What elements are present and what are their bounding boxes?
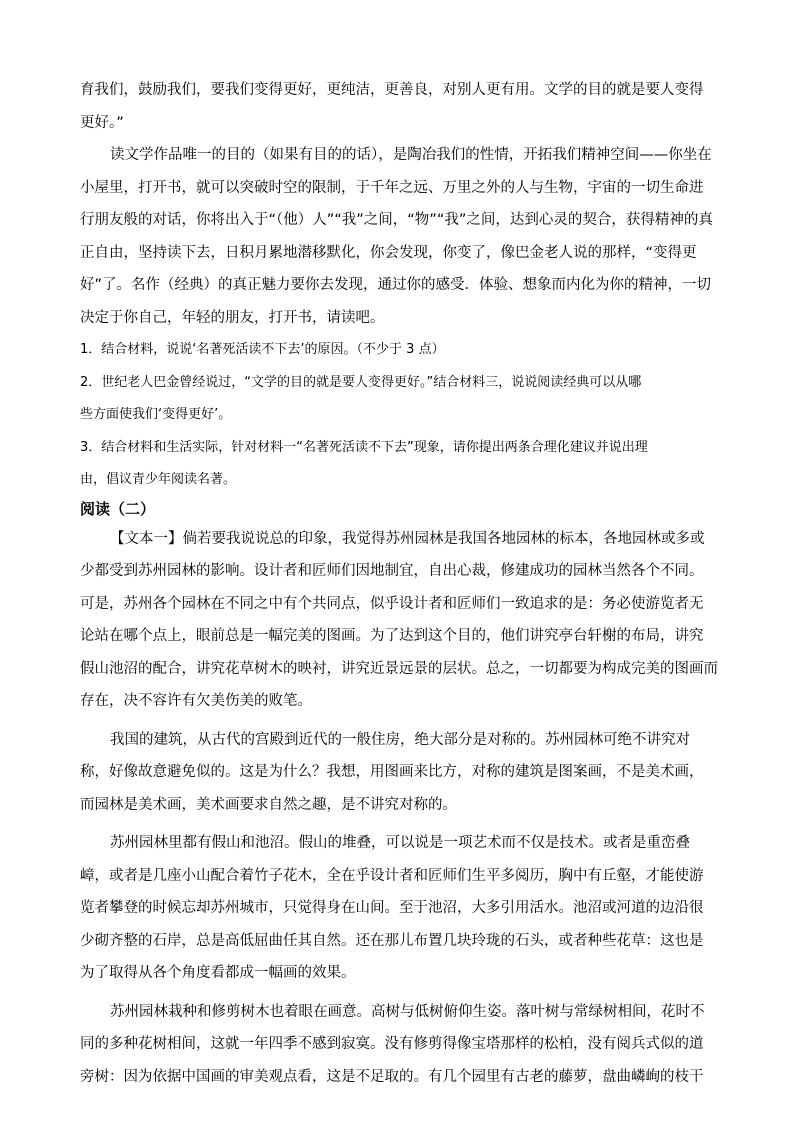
text-line: 可是，苏州各个园林在不同之中有个共同点，似乎设计者和匠师们一致追求的是：务必使游览者无 — [80, 595, 704, 612]
paragraph-trees — [80, 996, 720, 1094]
question-3: 3．结合材料和生活实际，针对材料一“名著死活读不下去”现象，请你提出两条合理化建议并说出理 — [80, 439, 648, 455]
text-line: 【文本一】倘若要我说说总的印象，我觉得苏州园林是我国各地园林的标本，各地园林或多或 — [110, 530, 705, 547]
text-line: 决定于你自己，年轻的朋友，打开书，请读吧。 — [80, 309, 385, 326]
text-line: 为了取得从各个角度看都成一幅画的效果。 — [80, 965, 356, 981]
question-3-cont: 由，倡议青少年阅读名著。 — [80, 472, 237, 487]
document-page — [80, 74, 720, 1093]
text-line: 览者攀登的时候忘却苏州城市，只觉得身在山间。至于池沼，大多引用活水。池沼或河道的边沿很 — [80, 900, 704, 916]
text-line: 苏州园林里都有假山和池沼。假山的堆叠，可以说是一项艺术而不仅是技术。或者是重峦叠 — [110, 835, 690, 851]
question-1: 1．结合材料，说说‘名著死活读不下去’的原因。（不少于 3 点） — [80, 342, 445, 357]
paragraph-text1 — [80, 523, 720, 718]
text-line: 育我们，鼓励我们，要我们变得更好，更纯洁，更善良，对别人更有用。文学的目的就是要人变得 — [80, 82, 704, 98]
text-line: 少都受到苏州园林的影响。设计者和匠师们因地制宜，自出心裁，修建成功的园林当然各个不同。 — [80, 563, 704, 579]
text-line: 更好。” — [80, 114, 124, 131]
text-line: 论站在哪个点上，眼前总是一幅完美的图画。为了达到这个目的，他们讲究亭台轩榭的布局，讲究 — [80, 628, 704, 644]
paragraph-hills-ponds — [80, 827, 720, 990]
text-line: 而园林是美术画，美术画要求自然之趣，是不讲究对称的。 — [80, 796, 457, 813]
text-line: 存在，决不容许有欠美伤美的败笔。 — [80, 693, 312, 709]
text-line: 同的多种花树相间，这就一年四季不感到寂寞。没有修剪得像宝塔那样的松柏，没有阅兵式似的道 — [80, 1036, 704, 1052]
text-line: 我国的建筑，从古代的宫殿到近代的一般住房，绝大部分是对称的。苏州园林可绝不讲究对 — [110, 731, 690, 748]
paragraph-symmetry — [80, 724, 720, 822]
paragraph-reading-purpose — [80, 139, 720, 334]
text-line: 行朋友般的对话，你将出入于“（他）人”“我”之间，“物”“我”之间，达到心灵的契合，获得精神的真 — [80, 212, 713, 228]
text-line: 苏州园林栽种和修剪树木也着眼在画意。高树与低树俯仰生姿。落叶树与常绿树相间，花时不 — [110, 1003, 705, 1020]
text-line: 读文学作品唯一的目的（如果有目的的话），是陶冶我们的性情，开拓我们精神空间——你坐在 — [110, 147, 712, 163]
text-line: 嶂，或者是几座小山配合着竹子花木，全在乎设计者和匠师们生平多阅历，胸中有丘壑，才能使游 — [80, 867, 704, 884]
question-2-cont: 些方面使我们‘变得更好’。 — [80, 407, 232, 422]
paragraph-bajin-quote — [80, 74, 720, 139]
question-2: 2．世纪老人巴金曾经说过，“文学的目的就是要人变得更好。”结合材料三，说说阅读经典可以从哪 — [80, 374, 642, 390]
section-heading: 阅读（二） — [80, 499, 156, 518]
text-line: 正自由，坚持读下去，日积月累地潜移默化，你会发现，你变了，像巴金老人说的那样，“变得更 — [80, 244, 697, 261]
text-line: 称，好像故意避免似的。这是为什么？我想，用图画来比方，对称的建筑是图案画，不是美术画， — [80, 764, 704, 780]
text-line: 旁树：因为依据中国画的审美观点看，这是不足取的。有几个园里有古老的藤萝，盘曲嶙峋的枝干 — [80, 1068, 704, 1085]
text-line: 少砌齐整的石岸，总是高低屈曲任其自然。还在那儿布置几块玲珑的石头，或者种些花草：这也是 — [80, 932, 704, 949]
question-list — [80, 334, 720, 497]
text-line: 小屋里，打开书，就可以突破时空的限制，于千年之远、万里之外的人与生物，宇宙的一切生命进 — [80, 179, 704, 196]
text-line: 好”了。名作（经典）的真正魅力要你去发现，通过你的感受．体验、想象而内化为你的精神，一切 — [80, 277, 712, 293]
text-line: 假山池沼的配合，讲究花草树木的映衬，讲究近景远景的层状。总之，一切都要为构成完美的图画而 — [80, 660, 718, 677]
